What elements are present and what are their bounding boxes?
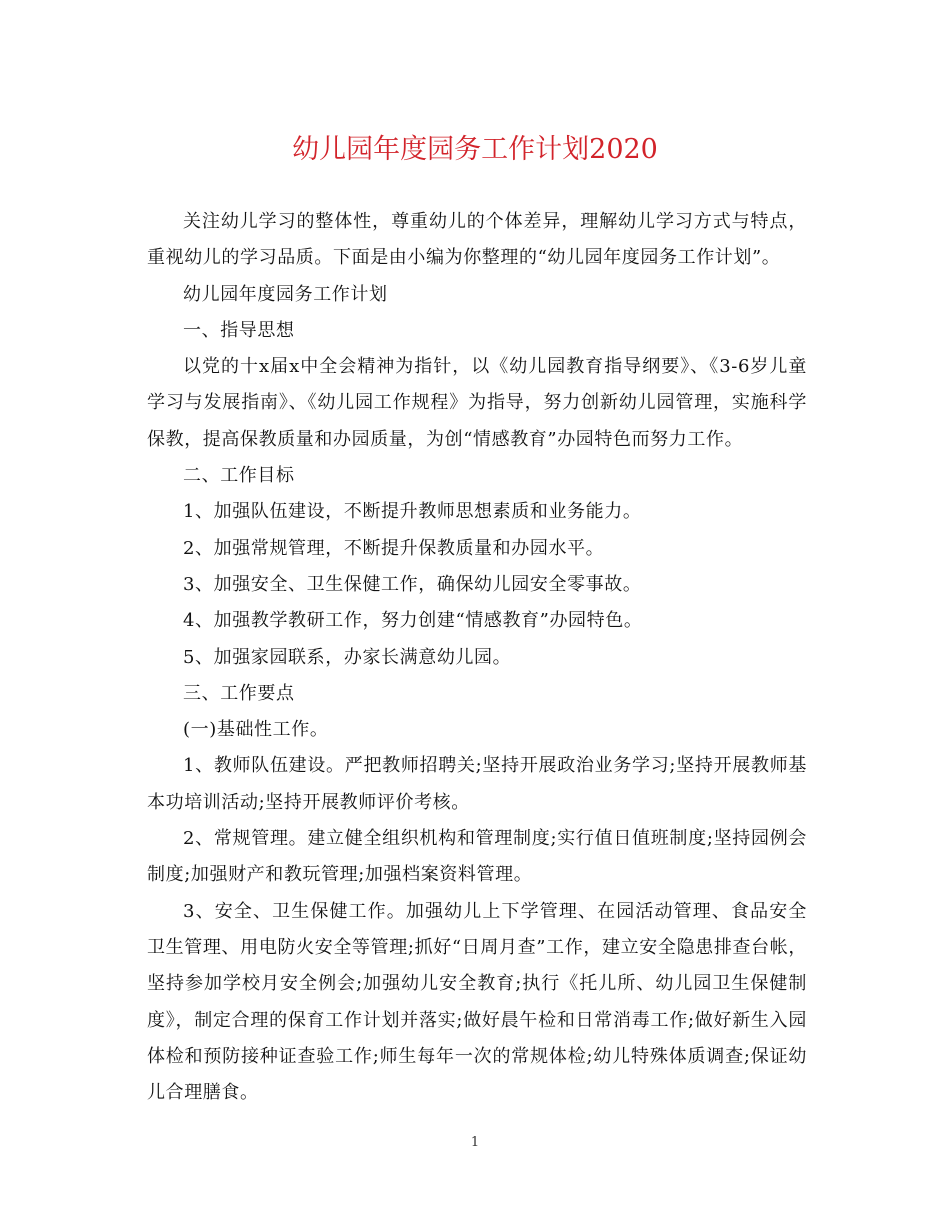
paragraph-teacher-team: 1、教师队伍建设。严把教师招聘关;坚持开展政治业务学习;坚持开展教师基本功培训活动;坚持开展教师评价考核。	[147, 755, 807, 813]
paragraph-safety-health: 3、安全、卫生保健工作。加强幼儿上下学管理、在园活动管理、食品安全卫生管理、用电防火安全等管理;抓好“日周月查”工作，建立安全隐患排查台帐，坚持参加学校月安全例会;加强幼儿安全教育;执行《托儿所、幼儿园卫生保健制度》，制定合理的保育工作计划并落实;做好晨午检和日常消毒工作;做好新生入园体检和预防接种证查验工作;师生每年一次的常规体检;幼儿特殊体质调查;保证幼儿合理膳食。	[147, 900, 807, 1104]
document-title: 幼儿园年度园务工作计划2020	[292, 134, 658, 165]
paragraph-intro: 关注幼儿学习的整体性，尊重幼儿的个体差异，理解幼儿学习方式与特点，重视幼儿的学习品质。下面是由小编为你整理的“幼儿园年度园务工作计划”。	[147, 211, 807, 269]
list-item-goal-4: 4、加强教学教研工作，努力创建“情感教育”办园特色。	[183, 610, 643, 632]
document-body	[147, 204, 807, 1111]
page-number: 1	[470, 1135, 480, 1150]
list-item-goal-2: 2、加强常规管理，不断提升保教质量和办园水平。	[183, 537, 605, 559]
section-heading-work-goals: 二、工作目标	[183, 465, 295, 487]
list-item-goal-3: 3、加强安全、卫生保健工作，确保幼儿园安全零事故。	[183, 573, 642, 595]
list-item-goal-5: 5、加强家园联系，办家长满意幼儿园。	[183, 646, 512, 668]
subsection-heading-basic-work: (一)基础性工作。	[183, 719, 329, 741]
paragraph-guiding-thought: 以党的十x届x中全会精神为指针，以《幼儿园教育指导纲要》、《3-6岁儿童学习与发展指南》、《幼儿园工作规程》为指导，努力创新幼儿园管理，实施科学保教，提高保教质量和办园质量，为创“情感教育”办园特色而努力工作。	[147, 356, 807, 450]
list-item-goal-1: 1、加强队伍建设，不断提升教师思想素质和业务能力。	[183, 501, 642, 523]
section-heading-guiding-thought: 一、指导思想	[183, 319, 295, 341]
paragraph-subtitle: 幼儿园年度园务工作计划	[183, 283, 388, 305]
paragraph-routine-management: 2、常规管理。建立健全组织机构和管理制度;实行值日值班制度;坚持园例会制度;加强财产和教玩管理;加强档案资料管理。	[147, 828, 807, 886]
section-heading-work-points: 三、工作要点	[183, 682, 295, 704]
